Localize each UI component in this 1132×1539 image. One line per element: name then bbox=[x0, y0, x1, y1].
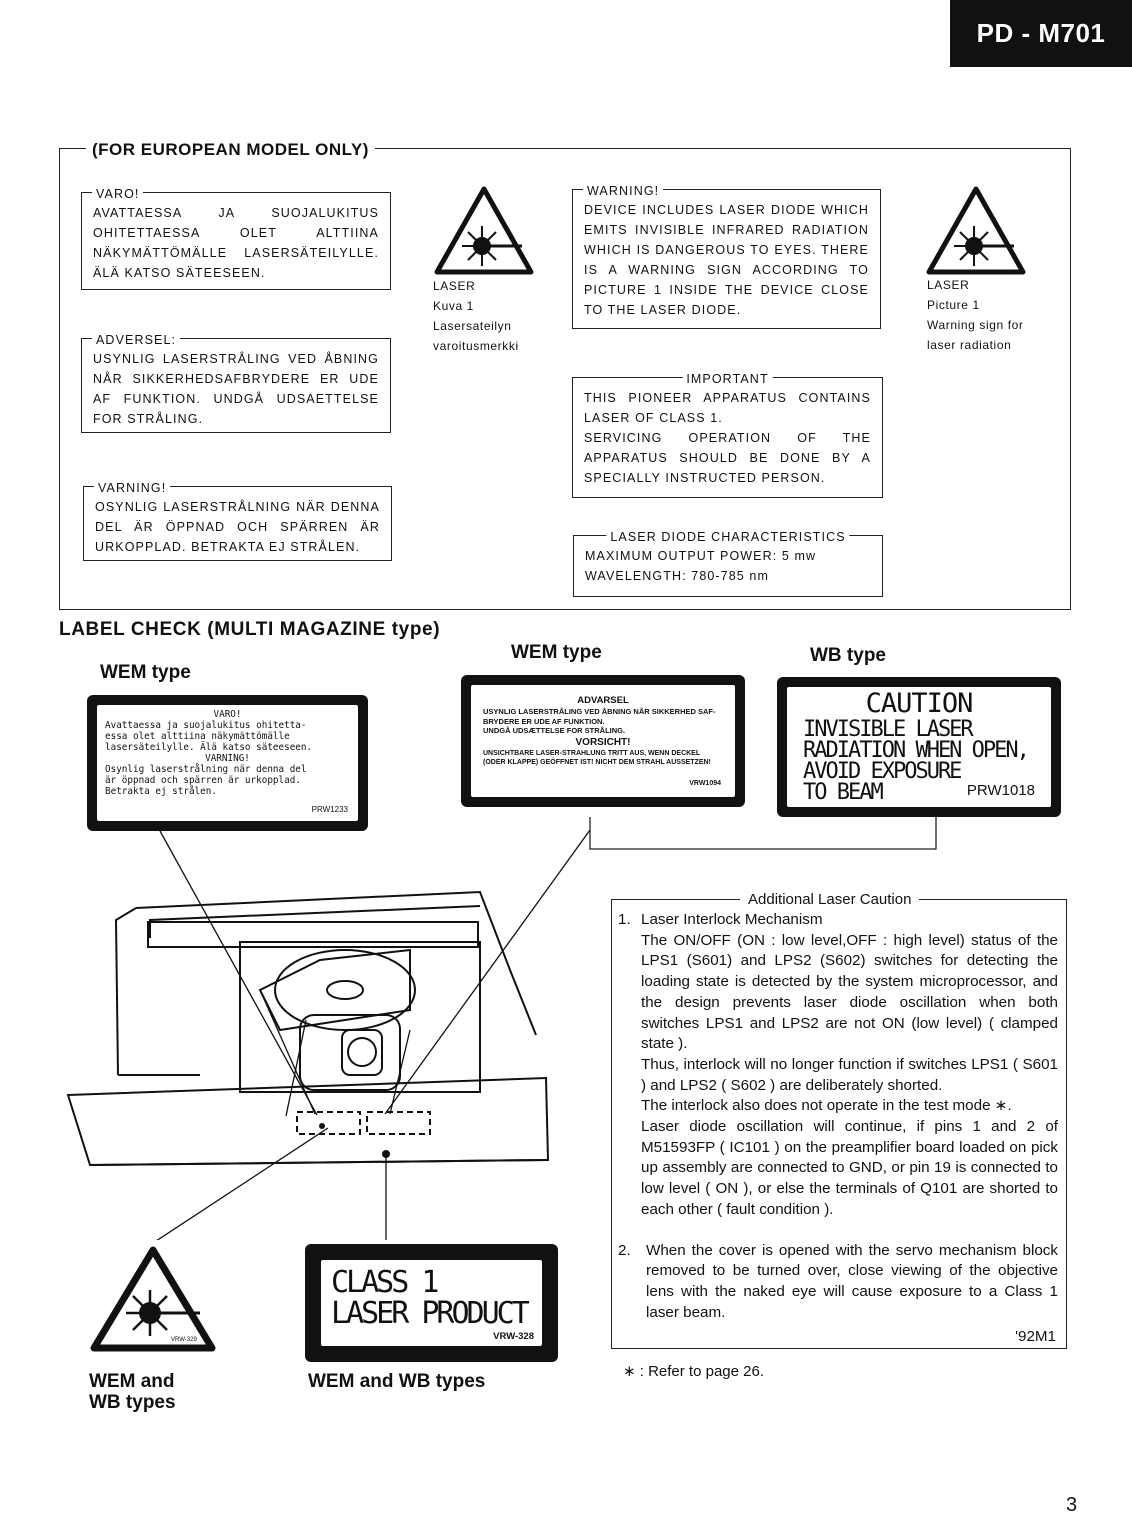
adversel-title: ADVERSEL: bbox=[92, 330, 180, 350]
item1-p1: The ON/OFF (ON : low level,OFF : high level) status of the LPS1 (S601) and LPS2 (S602) switches for detecting the loading state is detected by the system microprocessor, and the design prevents laser diode oscillation when both switches LPS1 and LPS2 are not ON (low level) ( clamped state ). bbox=[641, 931, 1058, 1053]
caption-left: WEM and WB types bbox=[89, 1371, 176, 1413]
wem-center-label: ADVARSEL USYNLIG LASERSTRÅLING VED ÅBNING NÅR SIKKERHED SAF- BRYDERE ER UDE AF FUNKTION. UNDGÅ UDSÆTTELSE FOR STRÅLING. VORSICHT! UNSICHTBARE LASER-STRAHLUNG TRITT AUS, WENN DECKEL (ODER KLAPPE) GEÖFFNET IST! NICHT DEM STRAHL AUSSETZEN! VRW1094 bbox=[461, 675, 745, 807]
adversel-text: USYNLIG LASERSTRÅLING VED ÅBNING NÅR SIKKERHEDSAFBRYDERE ER UDE AF FUNKTION. UNDGÅ UDSAETTELSE FOR STRÅLING. bbox=[93, 352, 379, 426]
important-line1: THIS PIONEER APPARATUS CONTAINS LASER OF CLASS 1. bbox=[584, 391, 871, 425]
class1-label: CLASS 1 LASER PRODUCT VRW-328 bbox=[305, 1244, 558, 1362]
laser-warning-icon bbox=[434, 186, 534, 276]
item2-text: When the cover is opened with the servo mechanism block removed to be turned over, close viewing of the objective lens with the naked eye will cause exposure to a Class 1 laser beam. bbox=[646, 1241, 1058, 1321]
diode-title: LASER DIODE CHARACTERISTICS bbox=[606, 527, 849, 547]
laser-triangle-code: VRW-329 bbox=[171, 1337, 197, 1343]
wb-type: WB type bbox=[810, 645, 886, 666]
varo-text: AVATTAESSA JA SUOJALUKITUS OHITETTAESSA OLET ALTTIINA NÄKYMÄTTÖMÄLLE LASERSÄTEILYLLE. ÄLÄ KATSO SÄTEESEEN. bbox=[93, 206, 379, 280]
item1-head: Laser Interlock Mechanism bbox=[641, 911, 823, 928]
important-box bbox=[572, 372, 883, 498]
warning-text: DEVICE INCLUDES LASER DIODE WHICH EMITS INVISIBLE INFRARED RADIATION WHICH IS DANGEROUS TO EYES. THERE IS A WARNING SIGN ACCORDING TO PICTURE 1 INSIDE THE DEVICE CLOSE TO THE LASER DIODE. bbox=[584, 203, 869, 317]
item1-p2: Thus, interlock will no longer function if switches LPS1 ( S601 ) and LPS2 ( S602 ) are deliberately shorted. bbox=[641, 1055, 1058, 1094]
laser-caption-fi: LASER Kuva 1 Lasersateilyn varoitusmerkki bbox=[433, 279, 519, 353]
important-title: IMPORTANT bbox=[682, 369, 772, 389]
warning-box bbox=[572, 184, 881, 329]
wem-label: VARO! Avattaessa ja suojalukitus ohitetta- essa olet alttiina näkymättömälle lasersäteilylle. Älä katso säteeseen. VARNING! Osynlig laserstrålning när denna del är öppnad och spärren är urkopplad. Betrakta ej strålen. PRW1233 bbox=[87, 695, 368, 831]
label-check-title: LABEL CHECK (MULTI MAGAZINE type) bbox=[59, 619, 441, 640]
varo-box bbox=[81, 187, 391, 290]
european-title: (FOR EUROPEAN MODEL ONLY) bbox=[86, 140, 375, 160]
diode-line1: MAXIMUM OUTPUT POWER: 5 mw bbox=[585, 549, 817, 563]
warning-title: WARNING! bbox=[583, 181, 663, 201]
item1-p4: Laser diode oscillation will continue, if pins 1 and 2 of M51593FP ( IC101 ) on the preamplifier board loaded on pick up assembly are connected to GND, or pin 19 is connected to low level ( ON ), or else the terminals of Q101 are shorted to each other ( fault condition ). bbox=[641, 1118, 1058, 1218]
additional-code: '92M1 bbox=[1015, 1328, 1056, 1346]
item1-p3: The interlock also does not operate in the test mode ∗. bbox=[641, 1097, 1012, 1115]
footnote: ∗ : Refer to page 26. bbox=[623, 1363, 764, 1380]
laser-warning-icon bbox=[926, 186, 1026, 276]
varo-title: VARO! bbox=[92, 184, 143, 204]
additional-caution-body: 1. Laser Interlock Mechanism The ON/OFF (ON : low level,OFF : high level) status of the LPS1 (S601) and LPS2 (S602) switches for detecting the loading state is detected by the system microprocessor, and the design prevents laser diode oscillation when both switches LPS1 and LPS2 are not ON (low level) ( clamped state ). Thus, interlock will no longer function if switches LPS1 ( S601 ) and LPS2 ( S602 ) are deliberately shorted. The interlock also does not operate in the test mode ∗. Laser diode oscillation will continue, if pins 1 and 2 of M51593FP ( IC101 ) on the preamplifier board loaded on pick up assembly are connected to GND, or pin 19 is connected to low level ( ON ), or else the terminals of Q101 are shorted to each other ( fault condition ). 2. When the cover is opened with the servo mechanism block removed to be turned over, close viewing of the objective lens with the naked eye will cause exposure to a Class 1 laser beam. '92M1 bbox=[618, 910, 1058, 1348]
important-line2: SERVICING OPERATION OF THE APPARATUS SHOULD BE DONE BY A SPECIALLY INSTRUCTED PERSON. bbox=[584, 431, 871, 485]
adversel-box bbox=[81, 333, 391, 433]
wb-label: CAUTION INVISIBLE LASER RADIATION WHEN OPEN, AVOID EXPOSURE TO BEAM PRW1018 bbox=[777, 677, 1061, 817]
laser-caption-en: LASER Picture 1 Warning sign for laser radiation bbox=[927, 278, 1024, 352]
diode-line2: WAVELENGTH: 780-785 nm bbox=[585, 569, 769, 583]
varning-box bbox=[83, 481, 392, 561]
caption-center: WEM and WB types bbox=[308, 1371, 486, 1392]
model-header: PD - M701 bbox=[950, 0, 1132, 67]
varning-title: VARNING! bbox=[94, 478, 170, 498]
wem-type-left: WEM type bbox=[100, 662, 191, 683]
diode-box bbox=[573, 530, 883, 597]
device-drawing bbox=[60, 830, 620, 1240]
page-number: 3 bbox=[1066, 1494, 1078, 1516]
laser-warning-icon bbox=[90, 1246, 218, 1354]
wem-type-center: WEM type bbox=[511, 642, 602, 663]
label-connector-bracket bbox=[580, 815, 950, 855]
varning-text: OSYNLIG LASERSTRÅLNING NÄR DENNA DEL ÄR ÖPPNAD OCH SPÄRREN ÄR URKOPPLAD. BETRAKTA EJ STRÅLEN. bbox=[95, 500, 380, 554]
additional-caution-title: Additional Laser Caution bbox=[740, 891, 919, 908]
